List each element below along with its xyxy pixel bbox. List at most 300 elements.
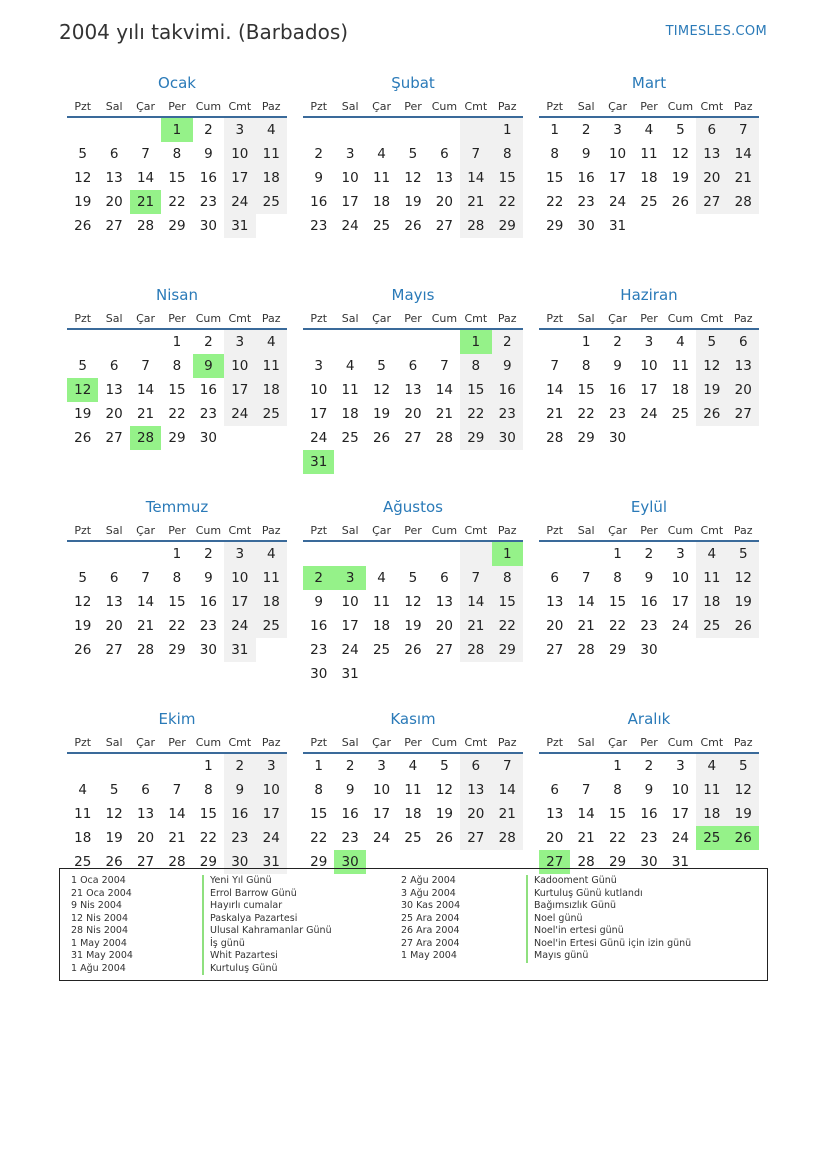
day-cell: 4 [696, 542, 727, 566]
day-cell: 31 [256, 850, 287, 874]
day-cell: 19 [404, 618, 422, 634]
month-block [303, 496, 523, 708]
day-cell: 18 [372, 194, 391, 210]
day-cell: 20 [105, 194, 123, 210]
day-cell: 14 [136, 594, 155, 610]
day-cell: 18 [256, 166, 287, 190]
day-cell: 10 [341, 170, 359, 186]
day-cell: 17 [671, 806, 689, 822]
holiday-name: Mayıs günü [534, 950, 589, 961]
day-cell: 2 [581, 122, 591, 138]
day-cell: 14 [136, 382, 155, 398]
day-cell: 28 [168, 854, 186, 870]
day-cell: 16 [640, 594, 658, 610]
day-cell: 30 [310, 666, 328, 682]
day-cell: 24 [310, 430, 328, 446]
weekday-label: Per [168, 100, 186, 113]
day-cell: 15 [546, 170, 564, 186]
day-cell: 20 [546, 830, 564, 846]
day-cell: 3 [224, 118, 255, 142]
day-cell: 19 [372, 406, 391, 422]
weekday-header [539, 730, 759, 754]
day-cell: 23 [341, 830, 359, 846]
day-cell: 28 [460, 214, 491, 238]
empty-cell [67, 754, 98, 778]
empty-cell [460, 118, 491, 142]
day-cell: 19 [74, 618, 92, 634]
day-cell: 24 [671, 830, 689, 846]
day-cell: 7 [460, 566, 491, 590]
holiday-day-cell: 2 [303, 566, 334, 590]
empty-cell [303, 330, 334, 354]
weekday-header [539, 518, 759, 542]
weekday-label: Per [168, 312, 186, 325]
month-name: Ocak [158, 74, 196, 92]
day-cell: 6 [696, 118, 727, 142]
day-cell: 21 [136, 406, 155, 422]
day-cell: 9 [224, 778, 255, 802]
weekday-label: Çar [136, 524, 156, 537]
day-cell: 24 [224, 402, 255, 426]
holiday-name: İş günü [210, 937, 245, 949]
day-cell: 18 [696, 802, 727, 826]
month-block [303, 72, 523, 284]
day-grid [303, 330, 523, 474]
day-cell: 17 [341, 194, 359, 210]
day-cell: 10 [224, 142, 255, 166]
day-cell: 9 [204, 570, 213, 586]
holiday-day-cell: 3 [334, 566, 365, 590]
day-cell: 23 [199, 194, 217, 210]
empty-cell [303, 542, 334, 566]
holiday-date: 3 Ağu 2004 [401, 887, 456, 899]
day-cell: 28 [546, 430, 564, 446]
holiday-name: Paskalya Pazartesi [210, 912, 298, 924]
day-cell: 26 [696, 402, 727, 426]
day-cell: 17 [310, 406, 328, 422]
day-cell: 8 [613, 570, 622, 586]
day-cell: 20 [546, 618, 564, 634]
weekday-label: Pzt [310, 736, 328, 749]
day-cell: 24 [640, 406, 658, 422]
weekday-label: Sal [105, 736, 123, 749]
day-cell: 10 [341, 594, 359, 610]
day-cell: 25 [256, 402, 287, 426]
day-cell: 9 [314, 594, 323, 610]
day-cell: 9 [613, 358, 622, 374]
day-cell: 11 [696, 566, 727, 590]
holiday-day-cell: 31 [303, 450, 334, 474]
day-cell: 5 [78, 146, 87, 162]
holiday-name: Noel'in Ertesi Günü için izin günü [534, 937, 692, 949]
day-cell: 18 [671, 382, 689, 398]
day-cell: 26 [372, 430, 391, 446]
day-cell: 23 [199, 618, 217, 634]
day-cell: 16 [577, 170, 595, 186]
holiday-date: 9 Nis 2004 [71, 900, 122, 911]
day-cell: 12 [105, 806, 123, 822]
holiday-date: 1 Oca 2004 [71, 875, 126, 886]
weekday-label: Pzt [546, 312, 564, 325]
day-cell: 17 [224, 166, 255, 190]
day-cell: 24 [341, 218, 359, 234]
empty-cell [67, 330, 98, 354]
empty-cell [98, 118, 129, 142]
weekday-label: Paz [261, 100, 281, 113]
day-cell: 6 [550, 570, 559, 586]
day-cell: 8 [172, 570, 182, 586]
empty-cell [130, 542, 161, 566]
day-cell: 6 [440, 146, 449, 162]
empty-cell [429, 118, 460, 142]
weekday-label: Pzt [310, 524, 328, 537]
day-cell: 28 [460, 638, 491, 662]
empty-cell [539, 330, 570, 354]
day-cell: 17 [640, 382, 658, 398]
month-block [67, 496, 287, 708]
weekday-label: Çar [608, 312, 628, 325]
day-cell: 23 [310, 642, 328, 658]
day-cell: 3 [613, 122, 622, 138]
weekday-label: Sal [341, 736, 359, 749]
day-cell: 23 [640, 618, 658, 634]
weekday-label: Cum [195, 524, 222, 537]
day-cell: 21 [546, 406, 564, 422]
day-cell: 15 [608, 806, 627, 822]
day-cell: 1 [550, 122, 559, 138]
holiday-day-cell: 25 [696, 826, 727, 850]
day-cell: 13 [435, 170, 453, 186]
day-cell: 23 [640, 830, 658, 846]
day-cell: 2 [314, 146, 323, 162]
day-cell: 18 [640, 170, 658, 186]
day-cell: 14 [168, 806, 186, 822]
empty-cell [67, 542, 98, 566]
day-cell: 19 [696, 378, 727, 402]
day-cell: 16 [310, 618, 328, 634]
empty-cell [130, 754, 161, 778]
day-cell: 30 [608, 430, 627, 446]
day-cell: 14 [136, 170, 155, 186]
site-link[interactable]: TIMESLES.COM [665, 24, 767, 39]
holiday-name: Hayırlı cumalar [210, 900, 283, 911]
day-cell: 24 [372, 830, 391, 846]
day-cell: 15 [492, 590, 523, 614]
day-cell: 4 [256, 118, 287, 142]
day-cell: 4 [676, 334, 685, 350]
day-cell: 3 [224, 542, 255, 566]
day-grid [67, 542, 287, 662]
day-cell: 12 [372, 382, 391, 398]
weekday-label: Per [404, 524, 422, 537]
weekday-label: Pzt [546, 100, 564, 113]
day-cell: 20 [105, 618, 123, 634]
day-cell: 11 [671, 358, 689, 374]
month-name: Eylül [630, 498, 668, 516]
holiday-names-right [526, 875, 691, 963]
day-cell: 14 [577, 594, 595, 610]
empty-cell [98, 754, 129, 778]
day-cell: 3 [224, 330, 255, 354]
day-cell: 24 [608, 194, 627, 210]
weekday-header [303, 730, 523, 754]
day-cell: 2 [613, 334, 622, 350]
weekday-label: Cmt [464, 312, 488, 325]
weekday-label: Paz [497, 524, 517, 537]
day-cell: 27 [696, 190, 727, 214]
month-block [303, 284, 523, 496]
day-cell: 7 [581, 782, 591, 798]
day-cell: 1 [172, 546, 182, 562]
day-cell: 2 [492, 330, 523, 354]
day-grid [67, 754, 287, 874]
day-cell: 7 [141, 146, 150, 162]
day-cell: 15 [492, 166, 523, 190]
day-cell: 24 [341, 642, 359, 658]
day-cell: 19 [404, 194, 422, 210]
weekday-label: Per [640, 100, 658, 113]
empty-cell [334, 330, 365, 354]
day-cell: 26 [404, 218, 422, 234]
day-cell: 9 [345, 782, 355, 798]
day-cell: 7 [492, 754, 523, 778]
day-cell: 11 [640, 146, 658, 162]
day-cell: 19 [728, 802, 759, 826]
day-cell: 10 [671, 782, 689, 798]
day-cell: 13 [696, 142, 727, 166]
day-cell: 30 [199, 218, 217, 234]
weekday-label: Sal [105, 100, 123, 113]
empty-cell [429, 542, 460, 566]
day-grid [67, 118, 287, 238]
weekday-label: Paz [733, 100, 753, 113]
day-cell: 29 [492, 214, 523, 238]
weekday-label: Paz [261, 736, 281, 749]
day-cell: 6 [109, 358, 119, 374]
day-cell: 8 [204, 782, 213, 798]
day-cell: 18 [74, 830, 92, 846]
weekday-label: Sal [577, 100, 595, 113]
day-cell: 7 [440, 358, 449, 374]
weekday-header [67, 730, 287, 754]
day-cell: 22 [310, 830, 328, 846]
day-cell: 12 [671, 146, 689, 162]
day-cell: 1 [314, 758, 323, 774]
month-name: Ekim [158, 710, 196, 728]
day-cell: 11 [341, 382, 359, 398]
day-cell: 27 [460, 826, 491, 850]
weekday-header [67, 306, 287, 330]
weekday-label: Çar [608, 524, 628, 537]
day-cell: 15 [168, 594, 186, 610]
weekday-label: Sal [341, 524, 359, 537]
day-cell: 18 [696, 590, 727, 614]
weekday-label: Paz [497, 312, 517, 325]
day-cell: 30 [199, 430, 217, 446]
calendar-grid [67, 72, 761, 902]
day-cell: 25 [671, 406, 689, 422]
weekday-label: Sal [577, 524, 595, 537]
day-cell: 5 [728, 754, 759, 778]
holiday-day-cell: 1 [492, 542, 523, 566]
day-cell: 9 [314, 170, 323, 186]
day-cell: 2 [345, 758, 355, 774]
month-block [539, 284, 759, 496]
day-cell: 8 [460, 354, 491, 378]
day-cell: 2 [204, 122, 213, 138]
day-cell: 3 [644, 334, 654, 350]
day-cell: 30 [640, 642, 658, 658]
empty-cell [460, 542, 491, 566]
day-cell: 12 [404, 170, 422, 186]
day-cell: 5 [377, 358, 386, 374]
day-cell: 9 [644, 782, 654, 798]
weekday-label: Paz [733, 736, 753, 749]
day-cell: 29 [168, 642, 186, 658]
day-cell: 20 [136, 830, 155, 846]
day-cell: 23 [199, 406, 217, 422]
weekday-label: Cum [431, 100, 458, 113]
day-cell: 9 [204, 146, 213, 162]
month-name: Mayıs [391, 286, 435, 304]
day-cell: 21 [168, 830, 186, 846]
weekday-label: Per [640, 312, 658, 325]
day-cell: 5 [78, 570, 87, 586]
weekday-label: Çar [372, 524, 392, 537]
day-cell: 26 [105, 854, 123, 870]
weekday-label: Cum [195, 736, 222, 749]
day-cell: 22 [460, 402, 491, 426]
day-cell: 12 [435, 782, 453, 798]
day-cell: 23 [224, 826, 255, 850]
holiday-day-cell: 1 [460, 330, 491, 354]
day-cell: 13 [728, 354, 759, 378]
day-cell: 29 [608, 642, 627, 658]
day-cell: 18 [372, 618, 391, 634]
day-grid [303, 542, 523, 686]
day-cell: 26 [671, 194, 689, 210]
day-cell: 22 [492, 614, 523, 638]
day-cell: 25 [256, 614, 287, 638]
day-cell: 28 [577, 854, 595, 870]
day-cell: 4 [78, 782, 87, 798]
weekday-label: Cum [431, 736, 458, 749]
day-cell: 1 [172, 334, 182, 350]
day-cell: 29 [199, 854, 217, 870]
month-name: Ağustos [383, 498, 443, 516]
weekday-label: Sal [341, 312, 359, 325]
day-cell: 15 [310, 806, 328, 822]
day-cell: 31 [608, 218, 627, 234]
day-cell: 16 [341, 806, 359, 822]
weekday-label: Sal [577, 736, 595, 749]
day-cell: 17 [224, 378, 255, 402]
weekday-label: Çar [372, 100, 392, 113]
holiday-date: 1 Ağu 2004 [71, 962, 126, 974]
day-cell: 4 [256, 542, 287, 566]
day-cell: 29 [577, 430, 595, 446]
holiday-name: Kadooment Günü [534, 875, 617, 886]
holiday-date: 31 May 2004 [71, 950, 133, 961]
day-grid [303, 118, 523, 238]
day-cell: 22 [168, 406, 186, 422]
empty-cell [397, 330, 428, 354]
weekday-label: Cmt [228, 312, 252, 325]
day-cell: 15 [168, 170, 186, 186]
holiday-day-cell: 28 [130, 426, 161, 450]
day-cell: 25 [404, 830, 422, 846]
day-cell: 24 [256, 826, 287, 850]
day-cell: 13 [105, 170, 123, 186]
day-cell: 22 [608, 830, 627, 846]
day-cell: 12 [404, 594, 422, 610]
day-cell: 28 [136, 218, 155, 234]
day-cell: 13 [105, 594, 123, 610]
weekday-label: Paz [733, 524, 753, 537]
day-cell: 23 [492, 402, 523, 426]
holiday-day-cell: 9 [193, 354, 224, 378]
weekday-label: Pzt [74, 524, 92, 537]
empty-cell [98, 330, 129, 354]
day-grid [303, 754, 523, 874]
day-cell: 5 [408, 146, 418, 162]
day-cell: 10 [256, 778, 287, 802]
weekday-label: Per [168, 736, 186, 749]
day-cell: 18 [256, 378, 287, 402]
holiday-date: 2 Ağu 2004 [401, 875, 456, 886]
month-block [539, 72, 759, 284]
weekday-label: Cum [667, 524, 694, 537]
day-cell: 4 [696, 754, 727, 778]
weekday-label: Per [640, 736, 658, 749]
day-cell: 5 [78, 358, 87, 374]
day-cell: 12 [696, 354, 727, 378]
weekday-label: Sal [577, 312, 595, 325]
day-cell: 17 [372, 806, 391, 822]
holiday-date: 30 Kas 2004 [401, 900, 461, 911]
weekday-header [539, 306, 759, 330]
day-cell: 22 [577, 406, 595, 422]
day-cell: 16 [199, 594, 217, 610]
day-cell: 10 [671, 570, 689, 586]
day-cell: 20 [404, 406, 422, 422]
empty-cell [366, 118, 397, 142]
day-cell: 7 [172, 782, 182, 798]
day-cell: 1 [492, 118, 523, 142]
day-cell: 20 [728, 378, 759, 402]
month-name: Haziran [620, 286, 678, 304]
day-cell: 3 [676, 546, 685, 562]
day-cell: 27 [435, 642, 453, 658]
day-cell: 25 [341, 430, 359, 446]
day-cell: 19 [105, 830, 123, 846]
day-cell: 8 [492, 142, 523, 166]
holiday-list [59, 868, 768, 981]
day-cell: 1 [613, 758, 622, 774]
day-grid [539, 330, 759, 450]
day-cell: 28 [577, 642, 595, 658]
holiday-day-cell: 26 [728, 826, 759, 850]
holiday-dates-right [401, 875, 460, 963]
holiday-names-left [202, 875, 332, 975]
day-cell: 16 [492, 378, 523, 402]
day-cell: 25 [372, 218, 391, 234]
day-cell: 11 [372, 594, 391, 610]
day-cell: 22 [492, 190, 523, 214]
day-cell: 15 [577, 382, 595, 398]
day-cell: 9 [492, 354, 523, 378]
holiday-day-cell: 27 [539, 850, 570, 874]
